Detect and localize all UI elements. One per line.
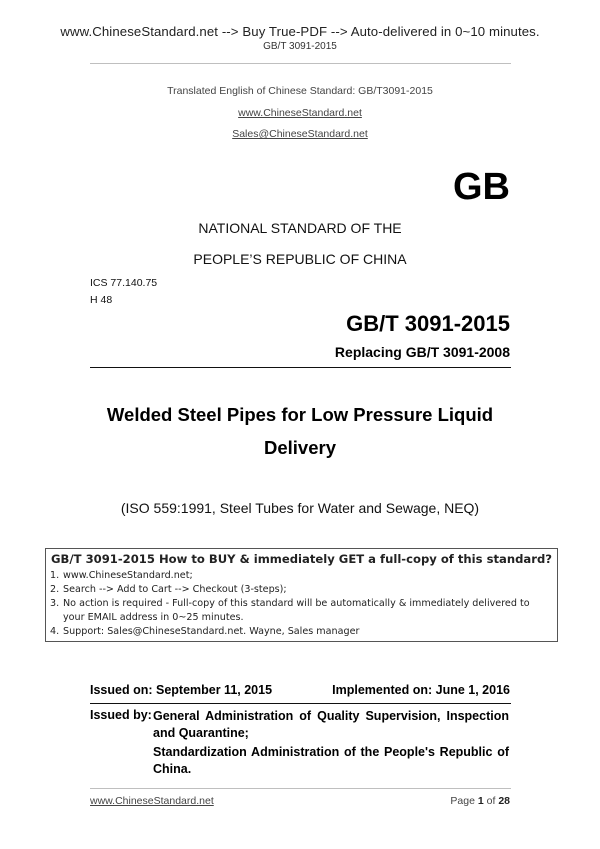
buy-instructions-box — [45, 548, 558, 642]
document-title-line-2: Delivery — [264, 437, 336, 458]
site-link[interactable]: www.ChineseStandard.net — [238, 107, 362, 119]
buy-box-title: GB/T 3091-2015 How to BUY & immediately GET a full-copy of this standard? — [51, 552, 552, 566]
buy-step-number: 4. — [50, 626, 60, 637]
buy-step — [50, 626, 359, 637]
buy-step-text: No action is required - Full-copy of this standard will be automatically & immediately delivered to — [63, 598, 530, 609]
header-standard-number: GB/T 3091-2015 — [263, 41, 337, 52]
gb-mark: GB — [453, 166, 510, 208]
footer-divider — [90, 788, 511, 789]
iso-reference: (ISO 559:1991, Steel Tubes for Water and Sewage, NEQ) — [120, 500, 480, 516]
page-current: 1 — [477, 795, 484, 807]
banner-text: www.ChineseStandard.net --> Buy True-PDF --> Auto-delivered in 0~10 minutes. — [60, 24, 540, 39]
country-heading: PEOPLE’S REPUBLIC OF CHINA — [193, 251, 407, 267]
national-standard-heading: NATIONAL STANDARD OF THE — [198, 220, 402, 236]
title-divider — [90, 367, 511, 368]
issuer-aqsiq: General Administration of Quality Supervision, Inspection and Quarantine; — [153, 709, 509, 740]
buy-step-number: 3. — [50, 598, 60, 609]
category-code: H 48 — [90, 294, 113, 306]
translated-note: Translated English of Chinese Standard: GB/T3091-2015 — [167, 85, 433, 97]
buy-step-continuation: your EMAIL address in 0~25 minutes. — [63, 612, 244, 623]
buy-step-text: Support: Sales@ChineseStandard.net. Wayne, Sales manager — [63, 626, 360, 637]
buy-step-text: Search --> Add to Cart --> Checkout (3-steps); — [63, 584, 287, 595]
replacing-standard: Replacing GB/T 3091-2008 — [334, 344, 510, 360]
buy-step-text[interactable]: www.ChineseStandard.net; — [63, 570, 193, 581]
buy-step-number: 1. — [50, 570, 60, 581]
issued-on-date: Issued on: September 11, 2015 — [90, 683, 273, 697]
standard-number: GB/T 3091-2015 — [346, 311, 510, 336]
buy-step — [50, 570, 193, 581]
page-middle: of — [483, 795, 499, 807]
issue-divider — [90, 703, 511, 704]
page-indicator — [450, 795, 510, 807]
header-divider — [90, 63, 511, 64]
buy-step — [50, 584, 287, 595]
document-title-line-1: Welded Steel Pipes for Low Pressure Liquid — [106, 404, 494, 425]
footer-site-link[interactable]: www.ChineseStandard.net — [90, 795, 214, 807]
issued-by-label: Issued by: — [90, 708, 152, 722]
ics-code: ICS 77.140.75 — [90, 277, 158, 289]
email-link[interactable]: Sales@ChineseStandard.net — [232, 128, 368, 140]
page-total: 28 — [498, 795, 510, 807]
page-prefix: Page — [450, 795, 478, 807]
issuer-sac: Standardization Administration of the People's Republic of China. — [153, 745, 509, 776]
implemented-on-date: Implemented on: June 1, 2016 — [332, 683, 510, 697]
buy-step-number: 2. — [50, 584, 60, 595]
buy-step — [50, 598, 530, 609]
